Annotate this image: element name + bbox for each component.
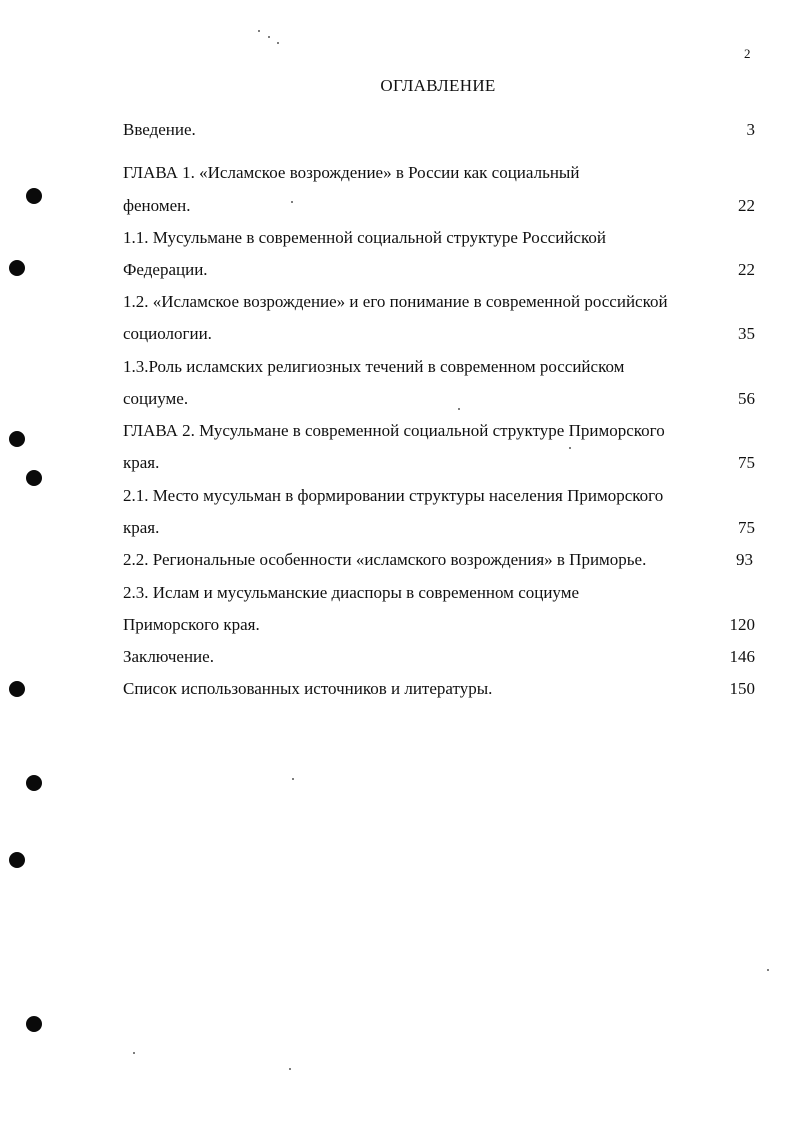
- toc-entry-page: 35: [738, 324, 755, 343]
- toc-entry-text: социологии.: [123, 324, 212, 343]
- scan-speck: [289, 1068, 291, 1070]
- toc-entry-text: Заключение.: [123, 647, 214, 666]
- toc-entry-page: 150: [729, 679, 755, 698]
- toc-line: [123, 484, 755, 508]
- toc-entry-page: 75: [738, 518, 755, 537]
- toc-entry-text: края.: [123, 518, 160, 537]
- toc-entry-text: социуме.: [123, 389, 189, 408]
- toc-entry-text: 1.3.Роль исламских религиозных течений в современном российском: [123, 357, 625, 376]
- toc-line: [123, 226, 755, 250]
- toc-entry-text: феномен.: [123, 196, 191, 215]
- scan-speck: [133, 1052, 135, 1054]
- toc-line: [123, 613, 755, 637]
- toc-line: [123, 118, 755, 142]
- binder-hole: [26, 470, 42, 486]
- toc-entry-text: 1.2. «Исламское возрождение» и его понимание в современной российской: [123, 292, 668, 311]
- binder-hole: [26, 188, 42, 204]
- scan-speck: [258, 30, 260, 32]
- binder-hole: [9, 681, 25, 697]
- scan-speck: [292, 778, 294, 780]
- toc-entry-text: Федерации.: [123, 260, 208, 279]
- toc-entry-text: края.: [123, 453, 160, 472]
- page-number: 2: [744, 46, 751, 61]
- scan-speck: [291, 201, 293, 203]
- toc-entry-page: 75: [738, 453, 755, 472]
- toc-line: [123, 451, 755, 475]
- toc-entry-page: 56: [738, 389, 755, 408]
- binder-hole: [9, 852, 25, 868]
- toc-entry-text: 1.1. Мусульмане в современной социальной структуре Российской: [123, 228, 606, 247]
- toc-entry-page: 93: [736, 550, 753, 569]
- toc-entry-text: 2.1. Место мусульман в формировании структуры населения Приморского: [123, 486, 664, 505]
- toc-entry-text: Список использованных источников и литературы.: [123, 679, 493, 698]
- toc-entry-text: 2.2. Региональные особенности «исламского возрождения» в Приморье.: [123, 550, 647, 569]
- toc-entry-page: 120: [729, 615, 755, 634]
- scan-speck: [268, 36, 270, 38]
- toc-line: [123, 387, 755, 411]
- toc-entry-page: 3: [746, 120, 755, 139]
- toc-line: [123, 355, 755, 379]
- toc-entry-text: 2.3. Ислам и мусульманские диаспоры в современном социуме: [123, 583, 580, 602]
- binder-hole: [26, 1016, 42, 1032]
- toc-line: [123, 258, 755, 282]
- toc-entry-text: Введение.: [123, 120, 196, 139]
- toc-line: [123, 548, 755, 572]
- toc-line: [123, 677, 755, 701]
- toc-line: [123, 516, 755, 540]
- binder-hole: [26, 775, 42, 791]
- toc-line: [123, 161, 755, 185]
- toc-entry-page: 146: [729, 647, 755, 666]
- toc-entry-text: ГЛАВА 2. Мусульмане в современной социальной структуре Приморского: [123, 421, 665, 440]
- toc-line: [123, 581, 755, 605]
- toc-line: [123, 322, 755, 346]
- binder-hole: [9, 431, 25, 447]
- toc-line: [123, 419, 755, 443]
- toc-entry-text: ГЛАВА 1. «Исламское возрождение» в России как социальный: [123, 163, 580, 182]
- scan-speck: [569, 447, 571, 449]
- toc-line: [123, 290, 755, 314]
- scan-speck: [458, 408, 460, 410]
- toc-entry-page: 22: [738, 196, 755, 215]
- toc-line: [123, 645, 755, 669]
- scan-speck: [767, 969, 769, 971]
- page-title: ОГЛАВЛЕНИЕ: [380, 76, 496, 95]
- scan-speck: [277, 42, 279, 44]
- toc-entry-page: 22: [738, 260, 755, 279]
- toc-entry-text: Приморского края.: [123, 615, 260, 634]
- toc-line: [123, 194, 755, 218]
- binder-hole: [9, 260, 25, 276]
